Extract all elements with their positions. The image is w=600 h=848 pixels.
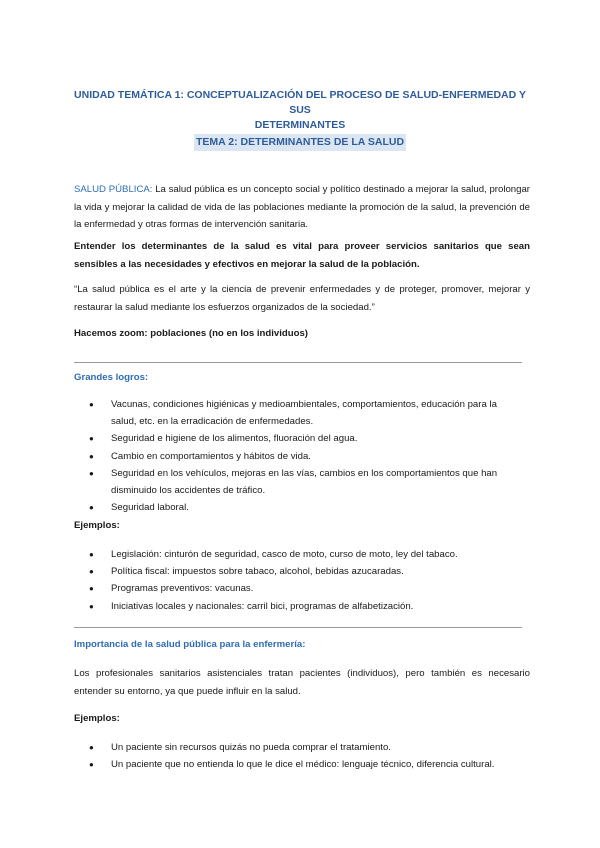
achievements-heading: Grandes logros: (74, 372, 149, 383)
public-health-text: La salud pública es un concepto social y político destinado a mejorar la salud, prolongar la vida y mejorar la calidad de vida de las poblaciones mediante la promoción de la salud, la prevención de la enfermedad y otras formas de intervención sanitaria. (74, 184, 530, 231)
list-item-text: Legislación: cinturón de seguridad, casco de moto, curso de moto, ley del tabaco. (111, 549, 458, 560)
determinants-statement: Entender los determinantes de la salud es vital para proveer servicios sanitarios que sean sensibles a las necesidades y efectivos en mejorar la salud de la población. (74, 241, 530, 270)
unit-title-line-1: UNIDAD TEMÁTICA 1: CONCEPTUALIZACIÓN DEL PROCESO DE SALUD-ENFERMEDAD Y SUS (74, 89, 526, 116)
topic-title-wrap (0, 132, 600, 151)
list-item (74, 465, 524, 499)
list-item (74, 499, 524, 516)
list-item (74, 546, 524, 563)
bullet-icon: ● (89, 451, 94, 461)
examples-label: Ejemplos: (74, 713, 120, 724)
examples-list (74, 546, 524, 615)
list-item (74, 580, 524, 597)
list-item (74, 448, 524, 465)
bullet-icon: ● (89, 601, 94, 611)
list-item-text: Seguridad en los vehículos, mejoras en las vías, cambios en los comportamientos que han disminuido los accidentes de tráfico. (111, 467, 498, 497)
bullet-icon: ● (89, 743, 94, 752)
bullet-icon: ● (89, 503, 94, 513)
list-item (74, 430, 524, 447)
list-item (74, 396, 524, 430)
patient-examples-list (74, 739, 524, 773)
list-item-text: Un paciente que no entienda lo que le dice el médico: lenguaje técnico, diferencia cultural. (111, 759, 495, 771)
public-health-definition (74, 181, 530, 234)
importance-heading: Importancia de la salud pública para la enfermería: (74, 639, 306, 650)
unit-title (70, 88, 530, 133)
list-item (74, 598, 524, 615)
bullet-icon: ● (89, 550, 94, 559)
list-item (74, 563, 524, 580)
bullet-icon: ● (89, 567, 94, 577)
bullet-icon: ● (89, 468, 94, 478)
list-item-text: Iniciativas locales y nacionales: carril bici, programas de alfabetización. (111, 600, 414, 612)
bullet-icon: ● (89, 400, 94, 409)
topic-title: TEMA 2: DETERMINANTES DE LA SALUD (194, 134, 406, 151)
unit-title-line-2: DETERMINANTES (254, 119, 346, 131)
importance-text: Los profesionales sanitarios asistenciales tratan pacientes (individuos), pero también es necesario entender su entorno, ya que puede influir en la salud. (74, 668, 530, 697)
list-item-text: Seguridad e higiene de los alimentos, fluoración del agua. (111, 433, 358, 445)
section-divider (74, 627, 522, 628)
examples-label: Ejemplos: (74, 520, 120, 531)
list-item (74, 739, 524, 756)
list-item-text: Seguridad laboral. (111, 502, 189, 514)
public-health-quote: “La salud pública es el arte y la ciencia de prevenir enfermedades y de proteger, promover, mejorar y restaurar la salud mediante los esfuerzos organizados de la sociedad.” (74, 284, 530, 313)
bullet-icon: ● (89, 760, 94, 770)
list-item-text: Política fiscal: impuestos sobre tabaco, alcohol, bebidas azucaradas. (111, 566, 404, 578)
bullet-icon: ● (89, 584, 94, 594)
list-item-text: Programas preventivos: vacunas. (111, 583, 254, 595)
achievements-list (74, 396, 524, 516)
bullet-icon: ● (89, 434, 94, 444)
zoom-note: Hacemos zoom: poblaciones (no en los individuos) (74, 328, 309, 339)
list-item-text: Vacunas, condiciones higiénicas y medioambientales, comportamientos, educación para la salud, etc. en la erradicación de enfermedades. (111, 399, 497, 428)
list-item-text: Cambio en comportamientos y hábitos de vida. (111, 450, 311, 462)
public-health-label: SALUD PÚBLICA: (74, 184, 153, 195)
list-item-text: Un paciente sin recursos quizás no pueda comprar el tratamiento. (111, 742, 391, 753)
list-item (74, 756, 524, 773)
section-divider (74, 362, 522, 363)
